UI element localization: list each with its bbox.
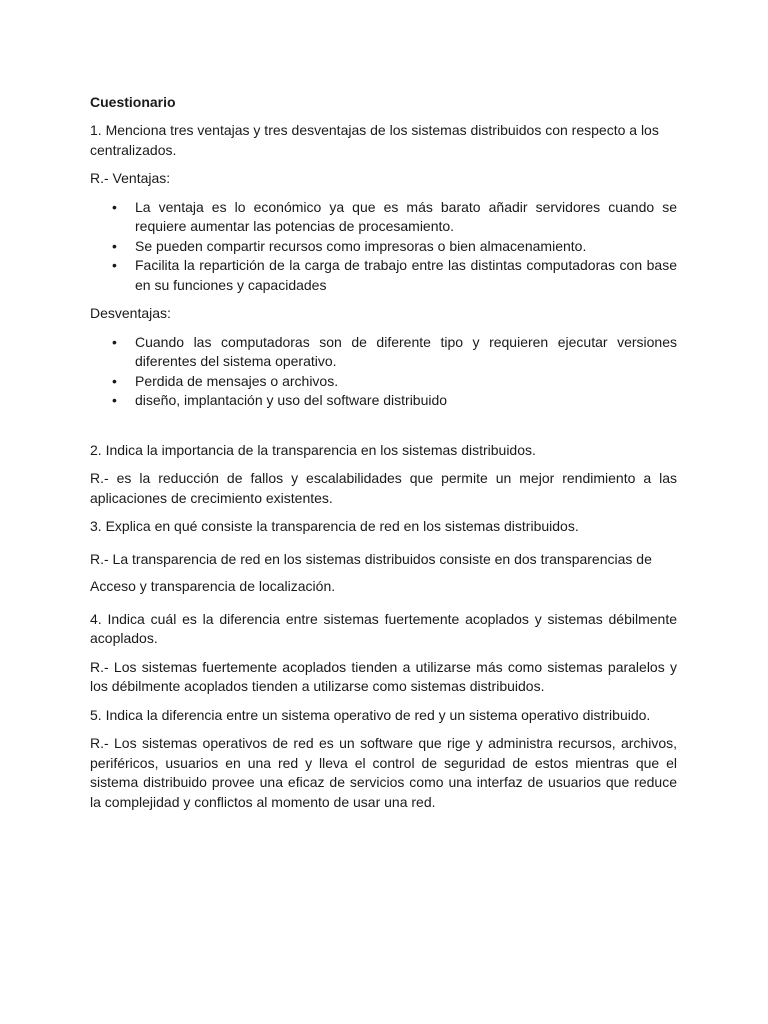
list-item (112, 391, 677, 411)
answer-3: R.- La transparencia de red en los sistemas distribuidos consiste en dos transparencias de Acceso y transparencia de localización. (90, 550, 652, 594)
document-page (90, 92, 677, 821)
document-title: Cuestionario (90, 94, 176, 110)
answer-1-intro: R.- Ventajas: (90, 170, 171, 186)
question-2: 2. Indica la importancia de la transparencia en los sistemas distribuidos. (90, 441, 536, 458)
list-item-text: Cuando las computadoras son de diferente tipo y requieren ejecutar versiones diferentes del sistema operativo. (135, 333, 677, 369)
desventajas-list (90, 333, 677, 411)
list-item-text: diseño, implantación y uso del software distribuido (135, 392, 448, 408)
list-item (112, 372, 677, 392)
question-3: 3. Explica en qué consiste la transparencia de red en los sistemas distribuidos. (90, 518, 579, 534)
question-4: 4. Indica cuál es la diferencia entre sistemas fuertemente acoplados y sistemas débilmente acoplados. (90, 610, 677, 646)
list-item-text: Se pueden compartir recursos como impresoras o bien almacenamiento. (135, 237, 587, 254)
answer-2: R.- es la reducción de fallos y escalabilidades que permite un mejor rendimiento a las aplicaciones de crecimiento existentes. (90, 470, 677, 506)
list-item-text: Perdida de mensajes o archivos. (135, 372, 339, 389)
question-1: 1. Menciona tres ventajas y tres desventajas de los sistemas distribuidos con respecto a los centralizados. (90, 122, 659, 158)
ventajas-list (90, 198, 677, 296)
list-item (112, 198, 677, 237)
answer-4: R.- Los sistemas fuertemente acoplados tienden a utilizarse más como sistemas paralelos y los débilmente acoplados tienden a utilizarse como sistemas distribuidos. (90, 658, 677, 694)
desventajas-label: Desventajas: (90, 305, 171, 321)
bullet-icon: • (112, 392, 117, 408)
answer-5: R.- Los sistemas operativos de red es un software que rige y administra recursos, archivos, periféricos, usuarios en una red y lleva el control de seguridad de estos mientras que el sistema distribuido provee una eficaz de servicios como una interfaz de usuarios que reduce la complejidad y conflictos al momento de usar una red. (90, 735, 677, 810)
bullet-icon: • (112, 333, 117, 350)
list-item (112, 333, 677, 372)
bullet-icon: • (112, 372, 117, 389)
bullet-icon: • (112, 237, 117, 254)
question-5: 5. Indica la diferencia entre un sistema operativo de red y un sistema operativo distribuido. (90, 706, 651, 723)
list-item-text: La ventaja es lo económico ya que es más barato añadir servidores cuando se requiere aumentar las potencias de procesamiento. (135, 198, 677, 234)
bullet-icon: • (112, 198, 117, 215)
list-item (112, 256, 677, 295)
list-item-text: Facilita la repartición de la carga de trabajo entre las distintas computadoras con base en su funciones y capacidades (135, 257, 677, 293)
bullet-icon: • (112, 257, 117, 273)
list-item (112, 237, 677, 257)
